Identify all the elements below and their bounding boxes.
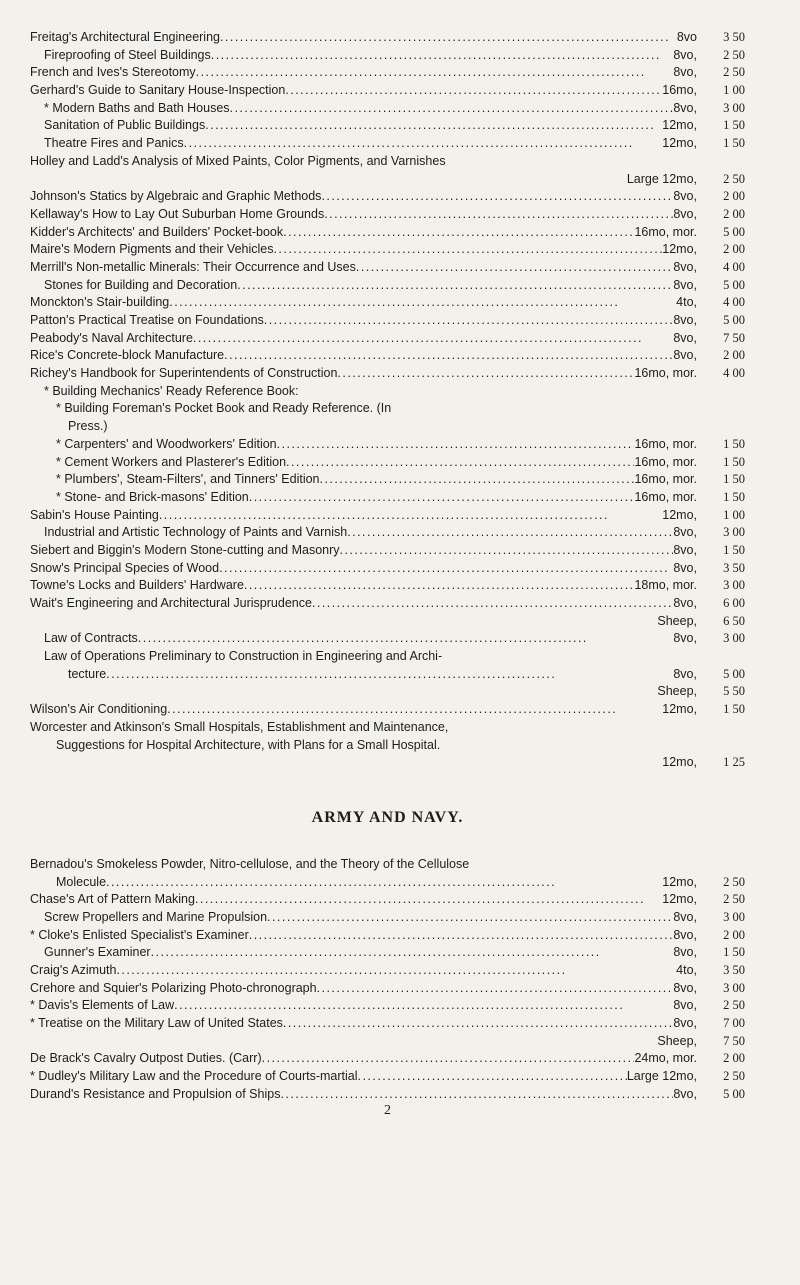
entry-price: 2 00 (723, 927, 745, 942)
entry-price: 1 50 (723, 489, 745, 504)
leader-dots (337, 366, 634, 380)
entry-format: 8vo, (673, 189, 697, 204)
catalog-entry (30, 118, 745, 136)
catalog-entry (30, 242, 745, 260)
entry-price: 2 50 (723, 171, 745, 186)
catalog-entry (30, 614, 745, 632)
entry-price: 3 00 (723, 909, 745, 924)
entry-price: 2 50 (723, 65, 745, 80)
leader-dots (224, 348, 673, 362)
catalog-entry (30, 649, 745, 667)
entry-price: 2 50 (723, 892, 745, 907)
entry-title: Gunner's Examiner (44, 945, 151, 960)
architecture-section (30, 30, 745, 773)
leader-dots (116, 963, 676, 977)
entry-title: * Modern Baths and Bath Houses (44, 100, 230, 115)
entry-format: 16mo, mor. (634, 472, 697, 487)
catalog-entry (30, 225, 745, 243)
entry-price: 5 00 (723, 313, 745, 327)
entry-title: Law of Operations Preliminary to Construction in Engineering and Archi- (44, 649, 443, 664)
entry-title: Wilson's Air Conditioning (30, 702, 168, 717)
leader-dots (283, 225, 634, 239)
catalog-entry (30, 738, 745, 756)
entry-format: 8vo, (673, 596, 697, 610)
entry-title: Bernadou's Smokeless Powder, Nitro-cellulose, and the Theory of the Cellulose (30, 856, 470, 871)
leader-dots (264, 313, 674, 327)
entry-format: 8vo (676, 30, 697, 44)
leader-dots (169, 295, 676, 309)
entry-title: * Carpenters' and Woodworkers' Edition (56, 436, 277, 451)
catalog-entry (30, 278, 745, 296)
leader-dots (299, 384, 697, 398)
catalog-entry (30, 892, 745, 910)
entry-format: 8vo, (673, 666, 697, 681)
catalog-entry (30, 472, 745, 490)
leader-dots (249, 490, 635, 504)
entry-title: Chase's Art of Pattern Making (30, 892, 195, 907)
entry-price: 6 50 (723, 613, 745, 628)
catalog-entry (30, 366, 745, 384)
catalog-entry (30, 702, 745, 720)
catalog-entry (30, 631, 745, 649)
catalog-entry (30, 189, 745, 207)
entry-format: 8vo, (673, 525, 697, 540)
leader-dots (442, 649, 697, 663)
entry-format: 18mo, mor. (634, 578, 697, 593)
entry-price: 7 50 (723, 330, 745, 345)
entry-format: 8vo, (673, 277, 697, 292)
entry-title: Screw Propellers and Marine Propulsion (44, 909, 268, 924)
leader-dots (320, 472, 635, 486)
entry-title: Worcester and Atkinson's Small Hospitals, Establishment and Maintenance, (30, 719, 449, 734)
leader-dots (391, 401, 697, 415)
entry-title: Kellaway's How to Lay Out Suburban Home Grounds (30, 206, 325, 221)
leader-dots (469, 857, 697, 871)
catalog-entry (30, 1069, 745, 1087)
entry-price: 1 50 (723, 136, 745, 151)
entry-format: 24mo, mor. (634, 1051, 697, 1066)
leader-dots (106, 875, 662, 889)
catalog-entry (30, 998, 745, 1016)
leader-dots (280, 1087, 673, 1101)
entry-format: 16mo, mor. (634, 436, 697, 451)
leader-dots (277, 437, 635, 451)
entry-title: Suggestions for Hospital Architecture, with Plans for a Small Hospital. (56, 737, 441, 752)
entry-price: 5 50 (723, 684, 745, 699)
entry-price: 3 50 (723, 30, 745, 44)
leader-dots (220, 30, 677, 44)
entry-format: 8vo, (673, 348, 697, 363)
leader-dots (324, 207, 673, 221)
army-navy-section (30, 857, 745, 1105)
entry-title: Maire's Modern Pigments and their Vehicles (30, 242, 274, 257)
entry-format: 8vo, (673, 259, 697, 274)
entry-title: Stones for Building and Decoration (44, 277, 238, 292)
entry-title: Towne's Locks and Builders' Hardware (30, 578, 244, 593)
leader-dots (244, 578, 635, 592)
entry-format: 12mo, (662, 874, 697, 889)
leader-dots (440, 738, 697, 752)
catalog-entry (30, 65, 745, 83)
leader-dots (286, 455, 634, 469)
catalog-entry (30, 857, 745, 875)
entry-title: Sabin's House Painting (30, 507, 159, 522)
leader-dots (196, 65, 674, 79)
leader-dots (317, 981, 674, 995)
catalog-entry (30, 945, 745, 963)
catalog-entry (30, 419, 745, 437)
entry-price: 1 50 (723, 945, 745, 960)
entry-format: 16mo, mor. (634, 366, 697, 381)
entry-format: 8vo, (673, 542, 697, 557)
entry-format: 12mo, (662, 136, 697, 151)
catalog-entry (30, 490, 745, 508)
entry-price: 1 50 (723, 118, 745, 133)
entry-price: 1 50 (723, 454, 745, 469)
catalog-entry (30, 910, 745, 928)
catalog-entry (30, 596, 745, 614)
leader-dots (448, 720, 697, 734)
entry-title: Craig's Azimuth (30, 963, 117, 977)
leader-dots (108, 419, 697, 433)
entry-title: Patton's Practical Treatise on Foundations (30, 313, 264, 327)
leader-dots (249, 928, 674, 942)
leader-dots (267, 910, 673, 924)
catalog-entry (30, 667, 745, 685)
entry-title: Freitag's Architectural Engineering (30, 30, 220, 44)
catalog-entry (30, 260, 745, 278)
entry-price: 1 50 (723, 542, 745, 557)
leader-dots (358, 1069, 627, 1083)
leader-dots (219, 561, 673, 575)
entry-price: 2 00 (723, 348, 745, 363)
entry-price: 2 00 (723, 206, 745, 221)
entry-title: Monckton's Stair-building (30, 295, 170, 310)
leader-dots (167, 702, 662, 716)
entry-title: Sanitation of Public Buildings (44, 118, 206, 133)
catalog-entry (30, 1034, 745, 1052)
leader-dots (262, 1051, 635, 1065)
leader-dots (312, 596, 673, 610)
leader-dots (151, 945, 674, 959)
entry-price: 5 00 (723, 1086, 745, 1101)
entry-title: tecture (68, 666, 107, 681)
entry-price: 1 50 (723, 472, 745, 487)
entry-format: 8vo, (673, 206, 697, 221)
entry-title: Law of Contracts (44, 631, 138, 646)
entry-price: 3 00 (723, 578, 745, 593)
leader-dots (159, 508, 662, 522)
leader-dots (106, 667, 673, 681)
entry-format: 12mo, (662, 702, 697, 717)
entry-format: 12mo, (662, 892, 697, 907)
entry-title: * Building Mechanics' Ready Reference Book: (44, 383, 299, 398)
entry-title: * Treatise on the Military Law of United States (30, 1016, 283, 1031)
catalog-entry (30, 83, 745, 101)
catalog-entry (30, 207, 745, 225)
catalog-entry (30, 455, 745, 473)
entry-title: Gerhard's Guide to Sanitary House-Inspection (30, 83, 286, 98)
catalog-entry (30, 755, 745, 773)
leader-dots (184, 136, 663, 150)
entry-title: * Davis's Elements of Law (30, 998, 175, 1013)
leader-dots (356, 260, 673, 274)
leader-dots (321, 189, 673, 203)
entry-title: Press.) (68, 419, 108, 434)
catalog-entry (30, 136, 745, 154)
entry-price: 4 00 (723, 366, 745, 381)
entry-format: 16mo, (662, 83, 697, 98)
catalog-entry (30, 981, 745, 999)
entry-format: 8vo, (673, 998, 697, 1013)
entry-price: 2 50 (723, 1069, 745, 1084)
catalog-entry (30, 720, 745, 738)
entry-format: 8vo, (673, 330, 697, 345)
entry-title: * Stone- and Brick-masons' Edition (56, 489, 249, 504)
entry-format: 12mo, (662, 242, 697, 257)
catalog-entry (30, 963, 745, 981)
entry-title: Siebert and Biggin's Modern Stone-cutting and Masonry (30, 542, 340, 557)
entry-format: 4to, (676, 963, 697, 977)
entry-price: 4 00 (723, 295, 745, 310)
leader-dots (193, 331, 673, 345)
entry-title: Molecule (56, 874, 107, 889)
entry-title: Fireproofing of Steel Buildings (44, 47, 211, 62)
catalog-entry (30, 295, 745, 313)
entry-format: 16mo, mor. (634, 224, 697, 239)
entry-price: 2 00 (723, 189, 745, 204)
catalog-entry (30, 348, 745, 366)
entry-price: 3 50 (723, 560, 745, 575)
entry-price: 3 00 (723, 525, 745, 540)
entry-title: * Cloke's Enlisted Specialist's Examiner (30, 927, 249, 942)
catalog-entry (30, 578, 745, 596)
entry-title: Theatre Fires and Panics (44, 136, 184, 151)
entry-title: * Cement Workers and Plasterer's Edition (56, 454, 287, 469)
catalog-entry (30, 928, 745, 946)
entry-format: Large 12mo, (626, 1069, 697, 1084)
leader-dots (446, 154, 697, 168)
leader-dots (205, 118, 662, 132)
entry-format: 8vo, (673, 909, 697, 924)
entry-format: Sheep, (657, 684, 697, 699)
entry-price: 2 00 (723, 242, 745, 257)
entry-price: 7 00 (723, 1016, 745, 1031)
catalog-entry (30, 154, 745, 172)
entry-price: 5 00 (723, 666, 745, 681)
entry-title: French and Ives's Stereotomy (30, 65, 196, 80)
entry-price: 6 00 (723, 596, 745, 610)
catalog-page (30, 30, 745, 1119)
entry-title: Industrial and Artistic Technology of Paints and Varnish (44, 525, 348, 540)
catalog-entry (30, 331, 745, 349)
entry-price: 3 50 (723, 963, 745, 977)
leader-dots (340, 543, 674, 557)
entry-price: 5 00 (723, 277, 745, 292)
catalog-entry (30, 508, 745, 526)
entry-title: Kidder's Architects' and Builders' Pocket-book (30, 224, 284, 239)
catalog-entry (30, 313, 745, 331)
entry-title: Wait's Engineering and Architectural Jurisprudence (30, 596, 312, 610)
section-heading: ARMY AND NAVY. (311, 808, 464, 826)
entry-format: 8vo, (673, 313, 697, 327)
entry-price: 1 50 (723, 436, 745, 451)
leader-dots (283, 1016, 673, 1030)
leader-dots (138, 631, 674, 645)
entry-title: Crehore and Squier's Polarizing Photo-chronograph (30, 980, 317, 995)
leader-dots (273, 242, 662, 256)
entry-price: 3 00 (723, 631, 745, 646)
page-number: 2 (384, 1102, 391, 1118)
entry-format: 4to, (676, 295, 697, 310)
entry-price: 1 00 (723, 507, 745, 522)
catalog-entry (30, 172, 745, 190)
catalog-entry (30, 30, 745, 48)
entry-format: 8vo, (673, 100, 697, 115)
entry-format: Large 12mo, (626, 171, 697, 186)
entry-title: * Building Foreman's Pocket Book and Ready Reference. (In (56, 401, 392, 416)
catalog-entry (30, 1051, 745, 1069)
entry-format: 12mo, (662, 755, 697, 770)
leader-dots (174, 998, 673, 1012)
entry-title: Rice's Concrete-block Manufacture (30, 348, 225, 363)
catalog-entry (30, 684, 745, 702)
entry-format: 8vo, (673, 927, 697, 942)
entry-price: 1 50 (723, 702, 745, 717)
entry-format: 8vo, (673, 631, 697, 646)
entry-title: Holley and Ladd's Analysis of Mixed Paints, Color Pigments, and Varnishes (30, 153, 446, 168)
entry-price: 5 00 (723, 224, 745, 239)
catalog-entry (30, 437, 745, 455)
entry-format: 8vo, (673, 980, 697, 995)
entry-price: 2 50 (723, 874, 745, 889)
entry-title: Merrill's Non-metallic Minerals: Their Occurrence and Uses (30, 259, 356, 274)
catalog-entry (30, 875, 745, 893)
entry-price: 1 25 (723, 755, 745, 770)
entry-format: 8vo, (673, 47, 697, 62)
entry-price: 4 00 (723, 259, 745, 274)
entry-title: Johnson's Statics by Algebraic and Graphic Methods (30, 189, 322, 204)
entry-title: * Dudley's Military Law and the Procedure of Courts-martial (30, 1069, 358, 1084)
catalog-entry (30, 525, 745, 543)
entry-price: 2 50 (723, 47, 745, 62)
entry-format: 12mo, (662, 118, 697, 133)
entry-format: 16mo, mor. (634, 489, 697, 504)
entry-title: Peabody's Naval Architecture (30, 330, 193, 345)
catalog-entry (30, 101, 745, 119)
entry-title: Durand's Resistance and Propulsion of Ships (30, 1086, 281, 1101)
entry-format: 8vo, (673, 945, 697, 960)
leader-dots (285, 83, 662, 97)
entry-price: 2 00 (723, 1051, 745, 1066)
entry-format: 8vo, (673, 1016, 697, 1031)
entry-price: 7 50 (723, 1033, 745, 1048)
entry-price: 2 50 (723, 998, 745, 1013)
entry-price: 3 00 (723, 980, 745, 995)
entry-format: 8vo, (673, 65, 697, 80)
entry-format: 8vo, (673, 560, 697, 575)
leader-dots (195, 892, 662, 906)
leader-dots (211, 48, 674, 62)
leader-dots (347, 525, 673, 539)
leader-dots (230, 101, 674, 115)
catalog-entry (30, 1016, 745, 1034)
catalog-entry (30, 543, 745, 561)
entry-title: * Plumbers', Steam-Filters', and Tinners' Edition (56, 472, 320, 487)
entry-price: 1 00 (723, 83, 745, 98)
entry-format: 16mo, mor. (634, 454, 697, 469)
entry-format: Sheep, (657, 1033, 697, 1048)
entry-format: 12mo, (662, 507, 697, 522)
leader-dots (237, 278, 673, 292)
entry-format: 8vo, (673, 1086, 697, 1101)
catalog-entry (30, 384, 745, 402)
entry-title: Richey's Handbook for Superintendents of Construction (30, 366, 338, 381)
entry-price: 3 00 (723, 100, 745, 115)
catalog-entry (30, 401, 745, 419)
entry-format: Sheep, (657, 613, 697, 628)
entry-title: De Brack's Cavalry Outpost Duties. (Carr) (30, 1051, 262, 1066)
catalog-entry (30, 561, 745, 579)
entry-title: Snow's Principal Species of Wood (30, 560, 220, 575)
catalog-entry (30, 48, 745, 66)
